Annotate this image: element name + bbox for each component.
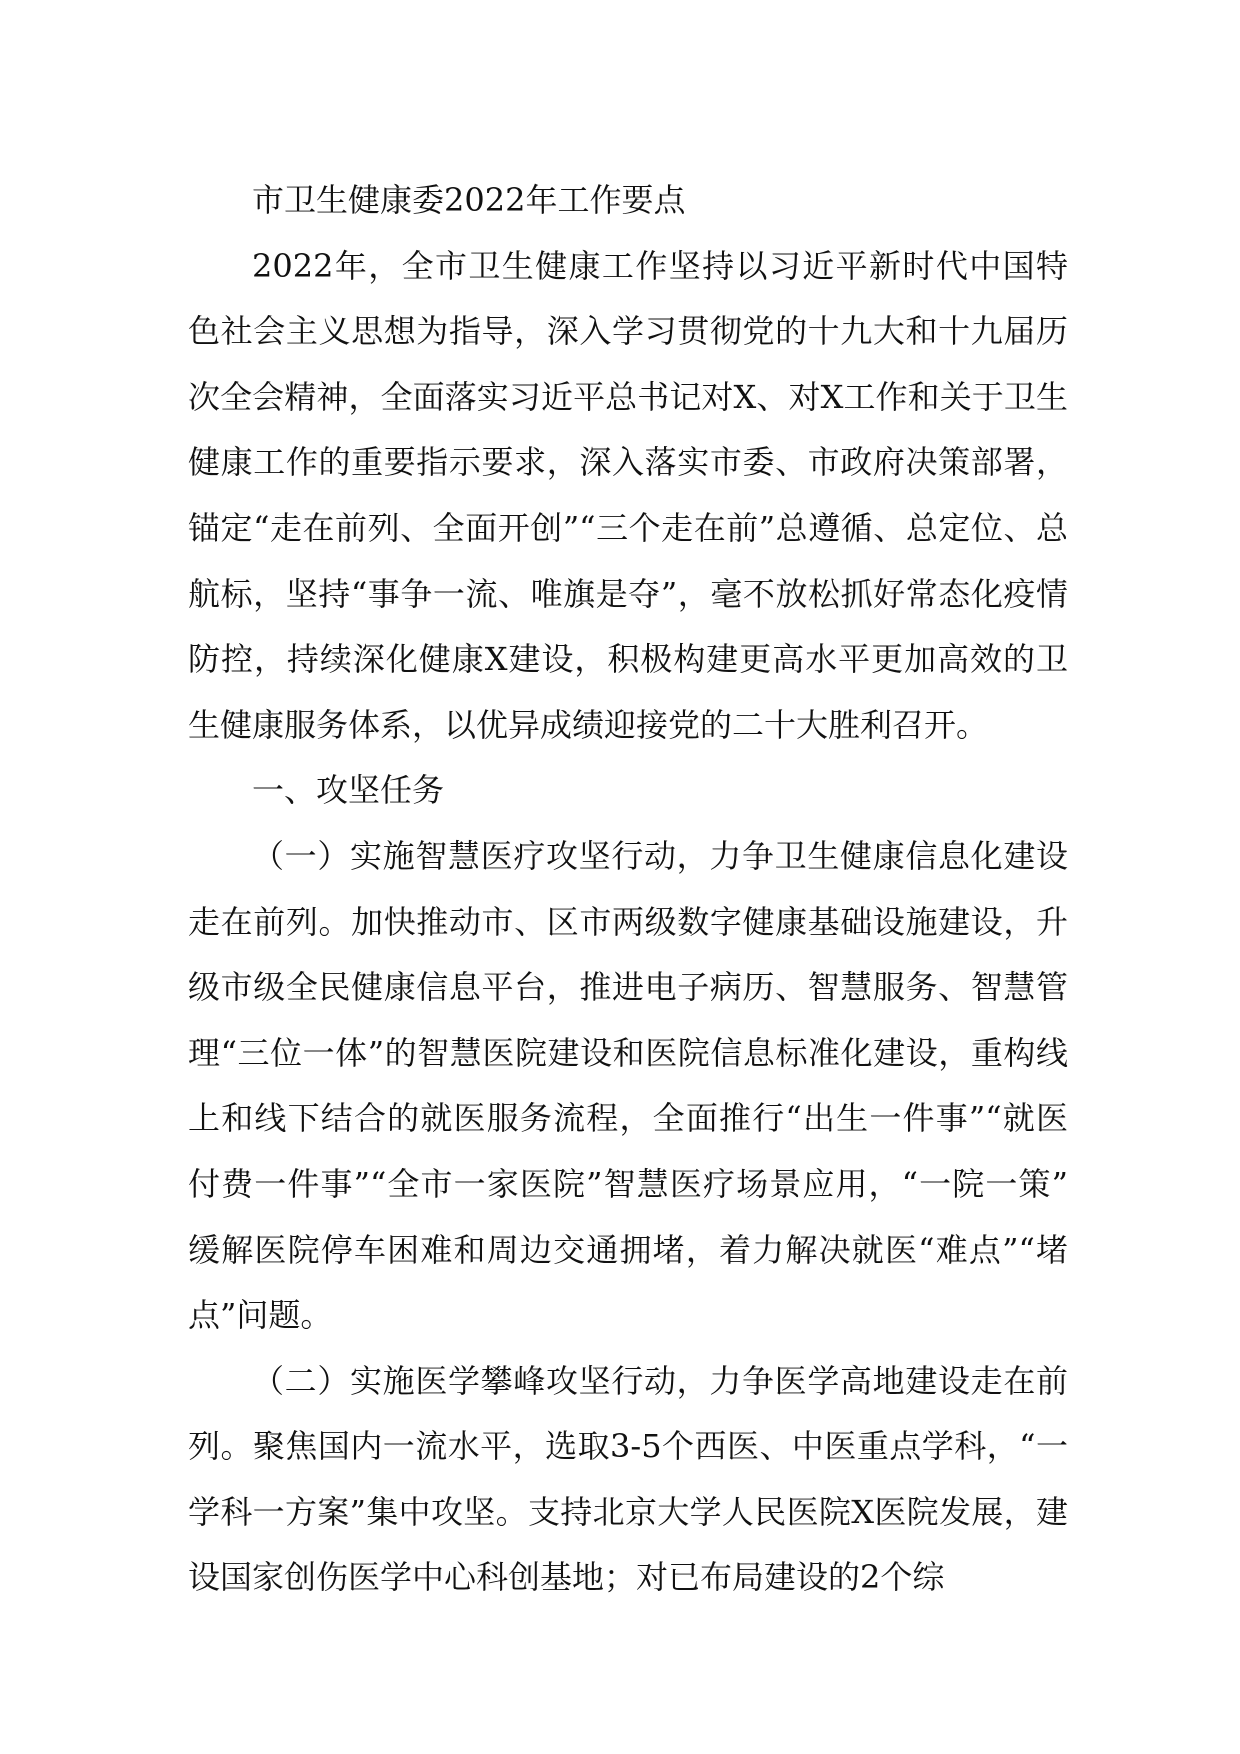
section-heading: 一、攻坚任务 (252, 771, 445, 810)
item-paragraph-2: （二）实施医学攀峰攻坚行动，力争医学高地建设走在前列。聚焦国内一流水平，选取3-5个西医、中医重点学科，“一学科一方案”集中攻坚。支持北京大学人民医院X医院发展，建设国家创伤医学中心科创基地；对已布局建设的2个综 (188, 1361, 1068, 1597)
document-body (188, 168, 1068, 1611)
document-title: 市卫生健康委2022年工作要点 (252, 181, 686, 219)
intro-paragraph: 2022年，全市卫生健康工作坚持以习近平新时代中国特色社会主义思想为指导，深入学习贯彻党的十九大和十九届历次全会精神，全面落实习近平总书记对X、对X工作和关于卫生健康工作的重要指示要求，深入落实市委、市政府决策部署，锚定“走在前列、全面开创”“三个走在前”总遵循、总定位、总航标，坚持“事争一流、唯旗是夺”，毫不放松抓好常态化疫情防控，持续深化健康X建设，积极构建更高水平更加高效的卫生健康服务体系，以优异成绩迎接党的二十大胜利召开。 (188, 246, 1068, 744)
item-paragraph-1: （一）实施智慧医疗攻坚行动，力争卫生健康信息化建设走在前列。加快推动市、区市两级数字健康基础设施建设，升级市级全民健康信息平台，推进电子病历、智慧服务、智慧管理“三位一体”的智慧医院建设和医院信息标准化建设，重构线上和线下结合的就医服务流程，全面推行“出生一件事”“就医付费一件事”“全市一家医院”智慧医疗场景应用，“一院一策”缓解医院停车困难和周边交通拥堵，着力解决就医“难点”“堵点”问题。 (188, 836, 1068, 1335)
